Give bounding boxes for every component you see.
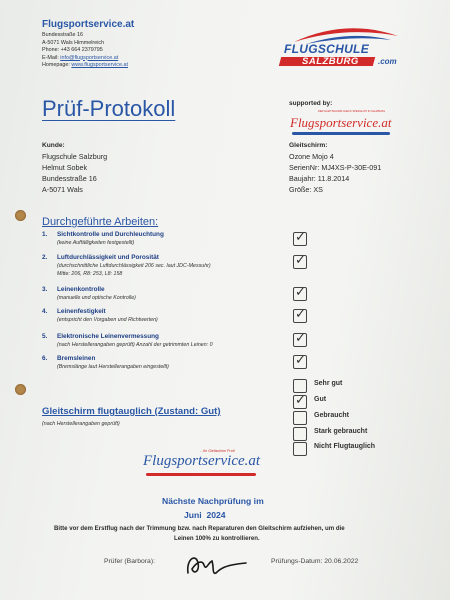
phone-line: Phone: +43 664 2379795: [42, 47, 103, 53]
option-sehr-gut-label: Sehr gut: [314, 380, 343, 387]
homepage-label: Homepage:: [42, 62, 70, 68]
next-note-line-2: Leinen 100% zu kontrollieren.: [174, 535, 260, 542]
address-line-2: A-5071 Wals Himmelreich: [42, 39, 105, 46]
gleitschirm-label: Gleitschirm:: [289, 142, 328, 149]
option-sehr-gut-checkbox[interactable]: [293, 379, 307, 393]
homepage-line: [42, 62, 128, 68]
item-number: 4.: [42, 308, 48, 315]
item-checkbox[interactable]: [293, 309, 307, 323]
item-desc: (durchschnittliche Luftdurchlässigkeit 206 sec. laut JDC-Messuhr): [57, 263, 211, 269]
kunde-line-3: Bundesstraße 16: [42, 174, 97, 183]
item-title: Sichtkontrolle und Durchleuchtung: [57, 231, 164, 238]
bottom-logo-tagline: ...Ihr Gleitschirm Profi: [200, 449, 235, 453]
option-stark-gebraucht-checkbox[interactable]: [293, 427, 307, 441]
checkmark-icon: ✓: [295, 353, 306, 368]
item-desc: (manuelle und optische Kontrolle): [57, 295, 136, 301]
page-title: Prüf-Protokoll: [42, 96, 176, 121]
logo-suffix-text: .com: [378, 57, 397, 66]
item-title: Leinenkontrolle: [57, 286, 105, 293]
item-number: 3.: [42, 286, 48, 293]
arbeiten-heading: Durchgeführte Arbeiten:: [42, 216, 159, 228]
gleitschirm-line-4: Größe: XS: [289, 185, 323, 194]
bottom-logo-brand: Flugsportservice.at: [143, 453, 261, 469]
supported-tagline: DER GLEITSCHIRM CHECK SPEZIALIST IN SALZBURG: [318, 110, 386, 113]
kunde-label: Kunde:: [42, 142, 65, 149]
option-nicht-flugtauglich-checkbox[interactable]: [293, 442, 307, 456]
item-checkbox[interactable]: [293, 333, 307, 347]
signature-icon: [182, 549, 252, 579]
kunde-line-2: Helmut Sobek: [42, 163, 88, 172]
pruefer-label: Prüfer (Barbora):: [104, 558, 155, 565]
item-checkbox[interactable]: [293, 255, 307, 269]
checkmark-icon: ✓: [295, 285, 306, 300]
item-desc: (keine Auffälligkeiten festgestellt): [57, 240, 135, 246]
checkmark-icon: ✓: [295, 307, 306, 322]
email-line: [42, 55, 118, 61]
kunde-line-4: A-5071 Wals: [42, 185, 83, 194]
item-checkbox[interactable]: [293, 232, 307, 246]
item-title: Bremsleinen: [57, 355, 96, 362]
kunde-line-1: Flugschule Salzburg: [42, 152, 108, 161]
checkmark-icon: ✓: [295, 393, 306, 408]
logo-main-text: FLUGSCHULE: [284, 42, 369, 56]
supported-label: supported by:: [289, 100, 333, 107]
option-stark-gebraucht-label: Stark gebraucht: [314, 428, 368, 435]
address-line-1: Bundesstraße 16: [42, 32, 84, 38]
email-link[interactable]: info@flugsportservice.at: [60, 54, 119, 61]
next-line-2: Juni 2024: [184, 510, 226, 520]
zustand-subtitle: (nach Herstellerangaben geprüft): [42, 421, 120, 427]
item-number: 2.: [42, 254, 48, 261]
punch-hole-bottom: [15, 384, 26, 395]
company-name: Flugsportservice.at: [42, 19, 135, 30]
checkmark-icon: ✓: [295, 331, 306, 346]
checkmark-icon: ✓: [295, 253, 306, 268]
supported-brand: Flugsportservice.at: [290, 115, 392, 130]
item-desc: (Bremslänge laut Herstellerangaben eingestellt): [57, 364, 169, 370]
gleitschirm-line-2: SerienNr: MJ4XS-P-30E-091: [289, 163, 382, 172]
option-nicht-flugtauglich-label: Nicht Flugtauglich: [314, 443, 376, 450]
item-checkbox[interactable]: [293, 355, 307, 369]
item-desc: (entspricht den Vorgaben und Richtwerten): [57, 317, 158, 323]
zustand-title: Gleitschirm flugtauglich (Zustand: Gut): [42, 406, 221, 417]
punch-hole-top: [15, 210, 26, 221]
supported-brand-underline: [292, 132, 390, 135]
homepage-link[interactable]: www.flugsportservice.at: [71, 62, 128, 68]
option-gut-label: Gut: [314, 396, 327, 403]
checkmark-icon: ✓: [295, 230, 306, 245]
item-title: Elektronische Leinenvermessung: [57, 333, 159, 340]
flugschule-salzburg-logo: [276, 24, 411, 70]
bottom-logo-underline: [146, 473, 256, 476]
pruefungs-datum: Prüfungs-Datum: 20.06.2022: [271, 558, 359, 565]
next-note-line-1: Bitte vor dem Erstflug nach der Trimmung bzw. nach Reparaturen den Gleitschirm aufziehen, um die: [54, 525, 345, 532]
option-gebraucht-label: Gebraucht: [314, 412, 350, 419]
item-checkbox[interactable]: [293, 287, 307, 301]
item-number: 5.: [42, 333, 48, 340]
item-title: Leinenfestigkeit: [57, 308, 106, 315]
item-title: Luftdurchlässigkeit und Porosität: [57, 254, 159, 261]
option-gebraucht-checkbox[interactable]: [293, 411, 307, 425]
item-desc-line-2: Mitte: 206, R8: 253, L8: 158: [57, 271, 123, 277]
email-label: E-Mail:: [42, 54, 59, 61]
logo-sub-text: SALZBURG: [302, 56, 359, 67]
item-number: 1.: [42, 231, 48, 238]
gleitschirm-line-3: Baujahr: 11.8.2014: [289, 174, 350, 183]
option-gut-checkbox[interactable]: [293, 395, 307, 409]
item-number: 6.: [42, 355, 48, 362]
item-desc: (nach Herstellerangaben geprüft) Anzahl der getrimmten Leinen: 0: [57, 342, 213, 348]
next-line-1: Nächste Nachprüfung im: [162, 496, 264, 506]
gleitschirm-line-1: Ozone Mojo 4: [289, 152, 334, 161]
